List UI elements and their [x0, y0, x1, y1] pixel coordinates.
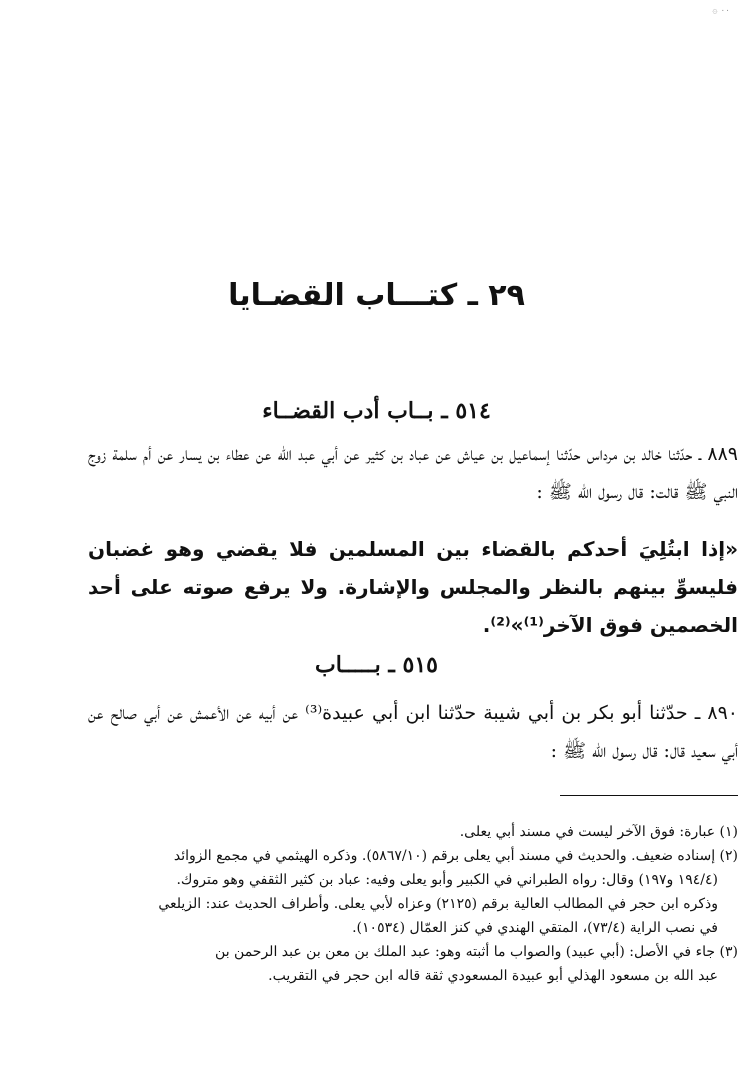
- footnote-1: (١) عبارة: فوق الآخر ليست في مسند أبي يعلى.: [459, 824, 738, 840]
- hadith-889-matn: «إذا ابتُلِيَ أحدكم بالقضاء بين المسلمين فلا يقضي وهو غضبان فليسوِّ بينهم بالنظر والمجلس والإشارة. ولا يرفع صوته على أحد الخصمين فوق الآخر⁽¹⁾»⁽²⁾.: [88, 537, 738, 637]
- hadith-890-isnad: ٨٩٠ ـ حدّثنا أبو بكر بن أبي شيبة حدّثنا ابن أبي عبيدة⁽³⁾ عن أبيه عن الأعمش عن أبي صالح عن أبي سعيد قال: قال رسول الله ﷺ :: [88, 702, 738, 762]
- footnotes: [88, 820, 738, 988]
- footnote-divider: [560, 795, 738, 796]
- chapter-515-title: ٥١٥ ـ بـــــاب: [315, 652, 438, 678]
- footnote-2-line-2: (١٩٤/٤ و١٩٧) وقال: رواه الطبراني في الكبير وأبو يعلى وفيه: عباد بن كثير الثقفي وهو متروك.: [176, 872, 718, 888]
- footnote-3-line-1: (٣) جاء في الأصل: (أبي عبيد) والصواب ما أثبته وهو: عبد الملك بن معن بن عبد الرحمن بن: [215, 944, 738, 960]
- footnote-3-line-2: عبد الله بن مسعود الهذلي أبو عبيدة المسعودي ثقة قاله ابن حجر في التقريب.: [268, 968, 718, 984]
- footnote-2-line-1: (٢) إسناده ضعيف. والحديث في مسند أبي يعلى برقم (٥٨٦٧/١٠). وذكره الهيثمي في مجمع الزوائد: [173, 848, 738, 864]
- hadith-889-isnad: ٨٨٩ ـ حدّثنا خالد بن مرداس حدّثنا إسماعيل بن عياش عن عباد بن كثير عن أبي عبد الله عن عطاء بن يسار عن أم سلمة زوج النبي ﷺ قالت: قال رسول الله ﷺ :: [88, 443, 738, 503]
- corner-mark: ۰۰ ۞: [712, 6, 730, 16]
- footnote-2-line-4: في نصب الراية (٧٣/٤)، المتقي الهندي في كنز العمّال (١٠٥٣٤).: [352, 920, 718, 936]
- footnote-2-line-3: وذكره ابن حجر في المطالب العالية برقم (٢١٢٥) وعزاه لأبي يعلى. وأطراف الحديث عند: الزيلعي: [158, 896, 718, 912]
- book-title: ٢٩ ـ كتـــاب القضـايا: [228, 278, 525, 313]
- chapter-514-title: ٥١٤ ـ بــاب أدب القضــاء: [262, 398, 491, 424]
